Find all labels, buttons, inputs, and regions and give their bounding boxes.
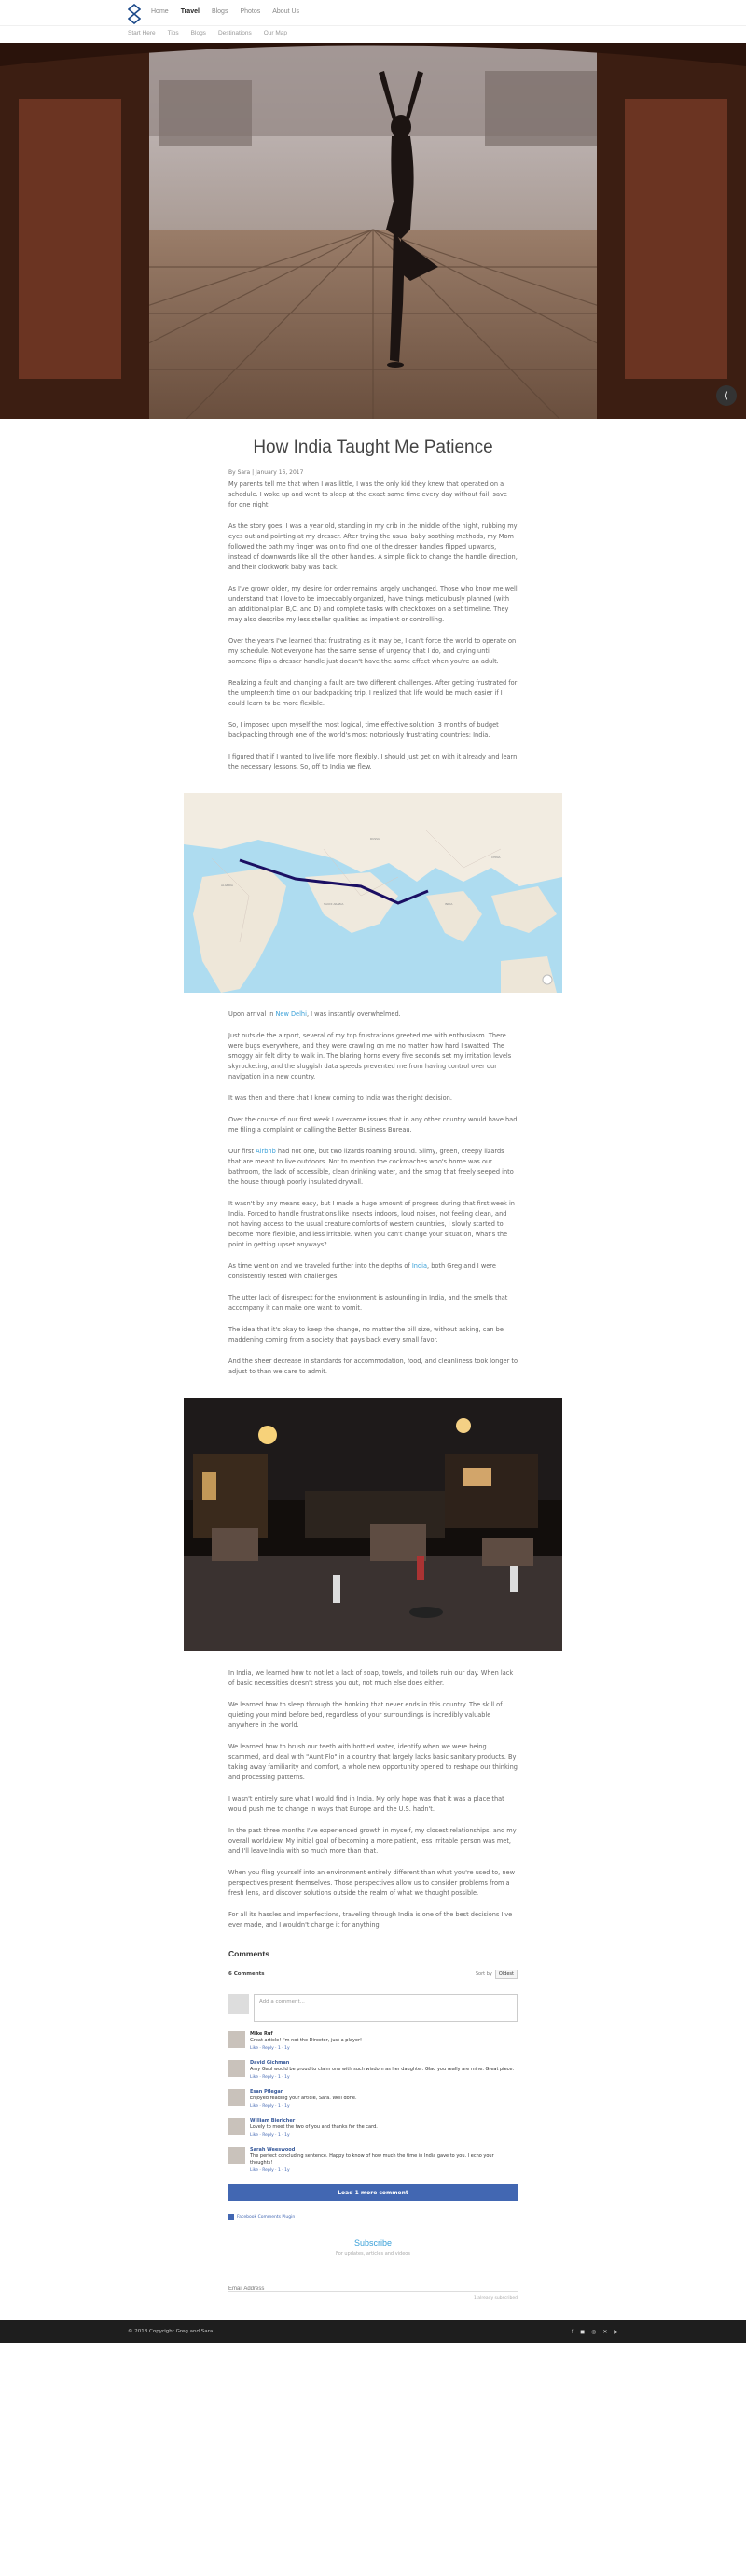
facebook-icon[interactable]: f <box>571 2328 574 2335</box>
text: Our first <box>228 1148 256 1155</box>
india-link[interactable]: India <box>411 1262 428 1270</box>
svg-text:ALGERIA: ALGERIA <box>221 884 233 887</box>
avatar <box>228 2147 245 2164</box>
text: , both Greg and I were consistently tested with challenges. <box>228 1262 496 1280</box>
paragraph-india <box>228 1261 518 1282</box>
svg-text:SAUDI ARABIA: SAUDI ARABIA <box>324 902 344 906</box>
load-more-button[interactable]: Load 1 more comment <box>228 2184 518 2201</box>
svg-text:INDIA: INDIA <box>445 902 453 906</box>
new-delhi-link[interactable]: New Delhi <box>275 1010 307 1018</box>
comment-text: The perfect concluding sentence. Happy to know of how much the time in India gave to you. I echo your thoughts! <box>250 2153 494 2165</box>
site-logo[interactable] <box>128 4 141 24</box>
avatar <box>228 1994 249 2014</box>
subscribe-title: Subscribe <box>353 2238 393 2248</box>
comment-item <box>228 2118 518 2137</box>
paragraph: So, I imposed upon myself the most logical, time effective solution: 3 months of budget backpacking through one of the world's most notoriously frustrating countries: India. <box>228 721 499 739</box>
text: had not one, but two lizards roaming around. Slimy, green, creepy lizards that are meant to live outdoors. Not to mention the cockroaches who's home was our bathroom, the lack of accessible, clean drinking water, and the smog that freely seeped into the house through poorly insulated drywall. <box>228 1148 514 1186</box>
email-field[interactable] <box>228 2286 518 2291</box>
main-nav <box>151 8 311 15</box>
avatar <box>228 2118 245 2135</box>
facebook-comments-plugin[interactable] <box>228 2214 518 2220</box>
paragraph: Over the course of our first week I overcame issues that in any other country would have had me filing a complaint or calling the Better Business Bureau. <box>228 1116 518 1134</box>
paragraph: I wasn't entirely sure what I would find in India. My only hope was that it was a place that would push me to change in ways that Europe and the U.S. hadn't. <box>228 1795 504 1813</box>
comment-item <box>228 2060 518 2080</box>
avatar <box>228 2031 245 2048</box>
nav-photos[interactable]: Photos <box>240 8 261 15</box>
add-comment-row <box>228 1994 518 2022</box>
nav-about-us[interactable]: About Us <box>272 8 300 15</box>
paragraph: For all its hassles and imperfections, traveling through India is one of the best decisions I've ever made, and I wouldn't change it for anything. <box>228 1911 513 1929</box>
subscribe-section <box>0 2238 746 2257</box>
paragraph: My parents tell me that when I was little, I was the only kid they knew that operated on a schedule. I woke up and went to sleep at the exact same time every day without fail, save for one night. <box>228 480 507 508</box>
paragraph: Over the years I've learned that frustrating as it may be, I can't force the world to operate on my schedule. Not everyone has the same sense of urgency that I do, and crying until someone flips a dresser handle just doesn't have the same effect when you're an adult. <box>228 637 517 665</box>
comment-author[interactable]: Esan Pflegan <box>250 2089 284 2095</box>
article-title: How India Taught Me Patience <box>253 438 493 457</box>
nav-home[interactable]: Home <box>151 8 169 15</box>
paragraph: In the past three months I've experienced growth in myself, my closest relationships, and my overall worldview. My initial goal of becoming a more patient, less irritable person was met, and I'll leave India with so much more than that. <box>228 1827 517 1855</box>
sort-control <box>476 1970 518 1979</box>
comment-actions[interactable]: Like · Reply · 1 · 1y <box>250 2075 290 2080</box>
paragraph: It was then and there that I knew coming to India was the right decision. <box>228 1094 452 1102</box>
facebook-icon <box>228 2214 234 2220</box>
article-byline: By Sara | January 16, 2017 <box>228 469 304 476</box>
comment-actions[interactable]: Like · Reply · 1 · 1y <box>250 2168 290 2173</box>
comment-item <box>228 2031 518 2051</box>
subscribe-input-row <box>228 2276 518 2301</box>
comment-author[interactable]: William Bierlcher <box>250 2118 296 2123</box>
hero-image <box>0 43 746 419</box>
paragraph: We learned how to sleep through the honking that never ends in this country. The skill of quieting your mind before bed, regardless of your surroundings is incredibly valuable anywhere in the world. <box>228 1701 503 1729</box>
comments-section <box>228 1949 518 2220</box>
paragraph: It wasn't by any means easy, but I made a huge amount of progress during that first week in India. Forced to handle frustrations like insects indoors, loud noises, not feeling clean, and not having access to the usual creature comforts of western countries, I slowly started to become more flexible, and less irritable. When you can't change your situation, what's the point in getting upset anyways? <box>228 1200 515 1248</box>
article-continued <box>228 1010 518 1377</box>
twitter-icon[interactable]: ✕ <box>602 2328 608 2335</box>
subnav-tips[interactable]: Tips <box>167 30 179 36</box>
hero-yoga-photo <box>0 43 746 419</box>
article <box>228 438 518 773</box>
comment-text: Enjoyed reading your article, Sara. Well done. <box>250 2096 357 2101</box>
subscriber-count: 1 already subscribed <box>474 2296 518 2301</box>
article-closing <box>228 1668 518 1930</box>
paragraph: The idea that it's okay to keep the change, no matter the bill size, without asking, can be maddening coming from a society that pays back every small favor. <box>228 1326 504 1344</box>
route-map[interactable] <box>184 793 562 993</box>
text: , I was instantly overwhelmed. <box>306 1010 401 1018</box>
paragraph: Just outside the airport, several of my top frustrations greeted me with enthusiasm. There were bugs everywhere, and they were crawling on me no matter how hard I swatted. The smoggy air felt dirty to walk in. The blaring horns every five seconds set my irritation levels skyrocketing, and the sluggish data speeds prevented me from having control over our navigation in a new country. <box>228 1032 512 1080</box>
flickr-icon[interactable]: ◼ <box>580 2328 586 2335</box>
share-button[interactable] <box>716 385 737 406</box>
paragraph: The utter lack of disrespect for the environment is astounding in India, and the smells that accompany it can make one want to vomit. <box>228 1294 508 1312</box>
sort-dropdown[interactable]: Oldest <box>495 1970 518 1979</box>
nav-travel[interactable]: Travel <box>180 8 200 15</box>
youtube-icon[interactable]: ▶ <box>614 2328 618 2335</box>
paragraph: I figured that if I wanted to live life more flexibly, I should just get on with it already and learn the necessary lessons. So, off to India we flew. <box>228 753 518 771</box>
paragraph-arrival <box>228 1010 518 1020</box>
comment-actions[interactable]: Like · Reply · 1 · 1y <box>250 2104 290 2109</box>
paragraph: As the story goes, I was a year old, standing in my crib in the middle of the night, rubbing my eyes out and pointing at my dresser. After trying the usual baby soothing methods, my Mom followed the path my finger was on to find one of the dresser handles flipped upwards, instead of downwards like all the other handles. A simple flick to change the handle direction, and their clockwork baby was back. <box>228 522 518 571</box>
paragraph: We learned how to brush our teeth with bottled water, identify when we were being scammed, and deal with "Aunt Flo" in a country that largely lacks basic sanitary products. By taking away familiarity and comfort, a whole new opportunity opened to reshape our thinking and processing patterns. <box>228 1743 518 1781</box>
subscribe-description: For updates, articles and videos <box>336 2251 410 2257</box>
svg-text:RUSSIA: RUSSIA <box>370 837 381 841</box>
site-footer <box>0 2320 746 2343</box>
avatar <box>228 2060 245 2077</box>
subnav-blogs[interactable]: Blogs <box>190 30 206 36</box>
paragraph: In India, we learned how to not let a lack of soap, towels, and toilets ruin our day. When lack of basic necessities doesn't stress you out, not much else does either. <box>228 1669 514 1687</box>
map-graphic <box>184 793 562 993</box>
svg-text:CHINA: CHINA <box>491 856 501 859</box>
subnav-start-here[interactable]: Start Here <box>128 30 156 36</box>
comments-header <box>228 1970 518 1984</box>
instagram-icon[interactable]: ◎ <box>591 2328 597 2335</box>
comment-item <box>228 2089 518 2109</box>
comment-actions[interactable]: Like · Reply · 1 · 1y <box>250 2046 290 2051</box>
share-icon: ⟨ <box>725 390 728 401</box>
comment-author[interactable]: Mike Ruf <box>250 2031 273 2037</box>
comment-author[interactable]: David Gichman <box>250 2060 290 2066</box>
plugin-label: Facebook Comments Plugin <box>237 2214 296 2220</box>
copyright: © 2018 Copyright Greg and Sara <box>128 2329 214 2334</box>
sub-nav <box>128 30 299 36</box>
site-header <box>0 0 746 43</box>
paragraph: Realizing a fault and changing a fault are two different challenges. After getting frustrated for the umpteenth time on our backpacking trip, I realized that life would be much easier if I could learn to be more flexible. <box>228 679 518 707</box>
street-photo <box>184 1398 562 1651</box>
street-night-photo <box>184 1398 562 1651</box>
comment-actions[interactable]: Like · Reply · 1 · 1y <box>250 2133 290 2137</box>
paragraph: As I've grown older, my desire for order remains largely unchanged. Those who know me well understand that I love to be impeccably organized, have things meticulously planned (with an additional plan B,C, and D) and complete tasks with checkboxes on a set timeline. They may also describe my less stellar qualities as impatient or controlling. <box>228 585 518 623</box>
comment-author[interactable]: Sarah Weeswood <box>250 2147 296 2152</box>
paragraph-airbnb <box>228 1147 518 1188</box>
subnav-our-map[interactable]: Our Map <box>263 30 288 36</box>
comment-text: Great article! I'm not the Director, just a player! <box>250 2038 363 2043</box>
comment-text: Amy Gaul would be proud to claim one with such wisdom as her daughter. Glad you really are mine. Great piece. <box>250 2067 515 2072</box>
subnav-destinations[interactable]: Destinations <box>217 30 252 36</box>
comment-input[interactable]: Add a comment... <box>254 1994 518 2022</box>
text: As time went on and we traveled further into the depths of <box>228 1262 412 1270</box>
social-links <box>572 2329 618 2335</box>
airbnb-link[interactable]: Airbnb <box>256 1148 276 1155</box>
paragraph: And the sheer decrease in standards for accommodation, food, and cleanliness took longer to adjust to than we care to admit. <box>228 1358 518 1375</box>
header-divider <box>0 25 746 26</box>
text: Upon arrival in <box>228 1010 276 1018</box>
sort-label: Sort by <box>475 1971 492 1977</box>
paragraph: When you fling yourself into an environment entirely different than what you're used to, new perspectives present themselves. Those perspectives allow us to consider problems from a fresh lens, and discover solutions outside the realm of what we thought possible. <box>228 1869 516 1897</box>
comments-heading: Comments <box>228 1949 269 1958</box>
comments-count: 6 Comments <box>228 1971 265 1977</box>
nav-blogs[interactable]: Blogs <box>211 8 228 15</box>
comment-text: Lovely to meet the two of you and thanks for the card. <box>250 2124 378 2130</box>
comment-item <box>228 2147 518 2173</box>
avatar <box>228 2089 245 2106</box>
